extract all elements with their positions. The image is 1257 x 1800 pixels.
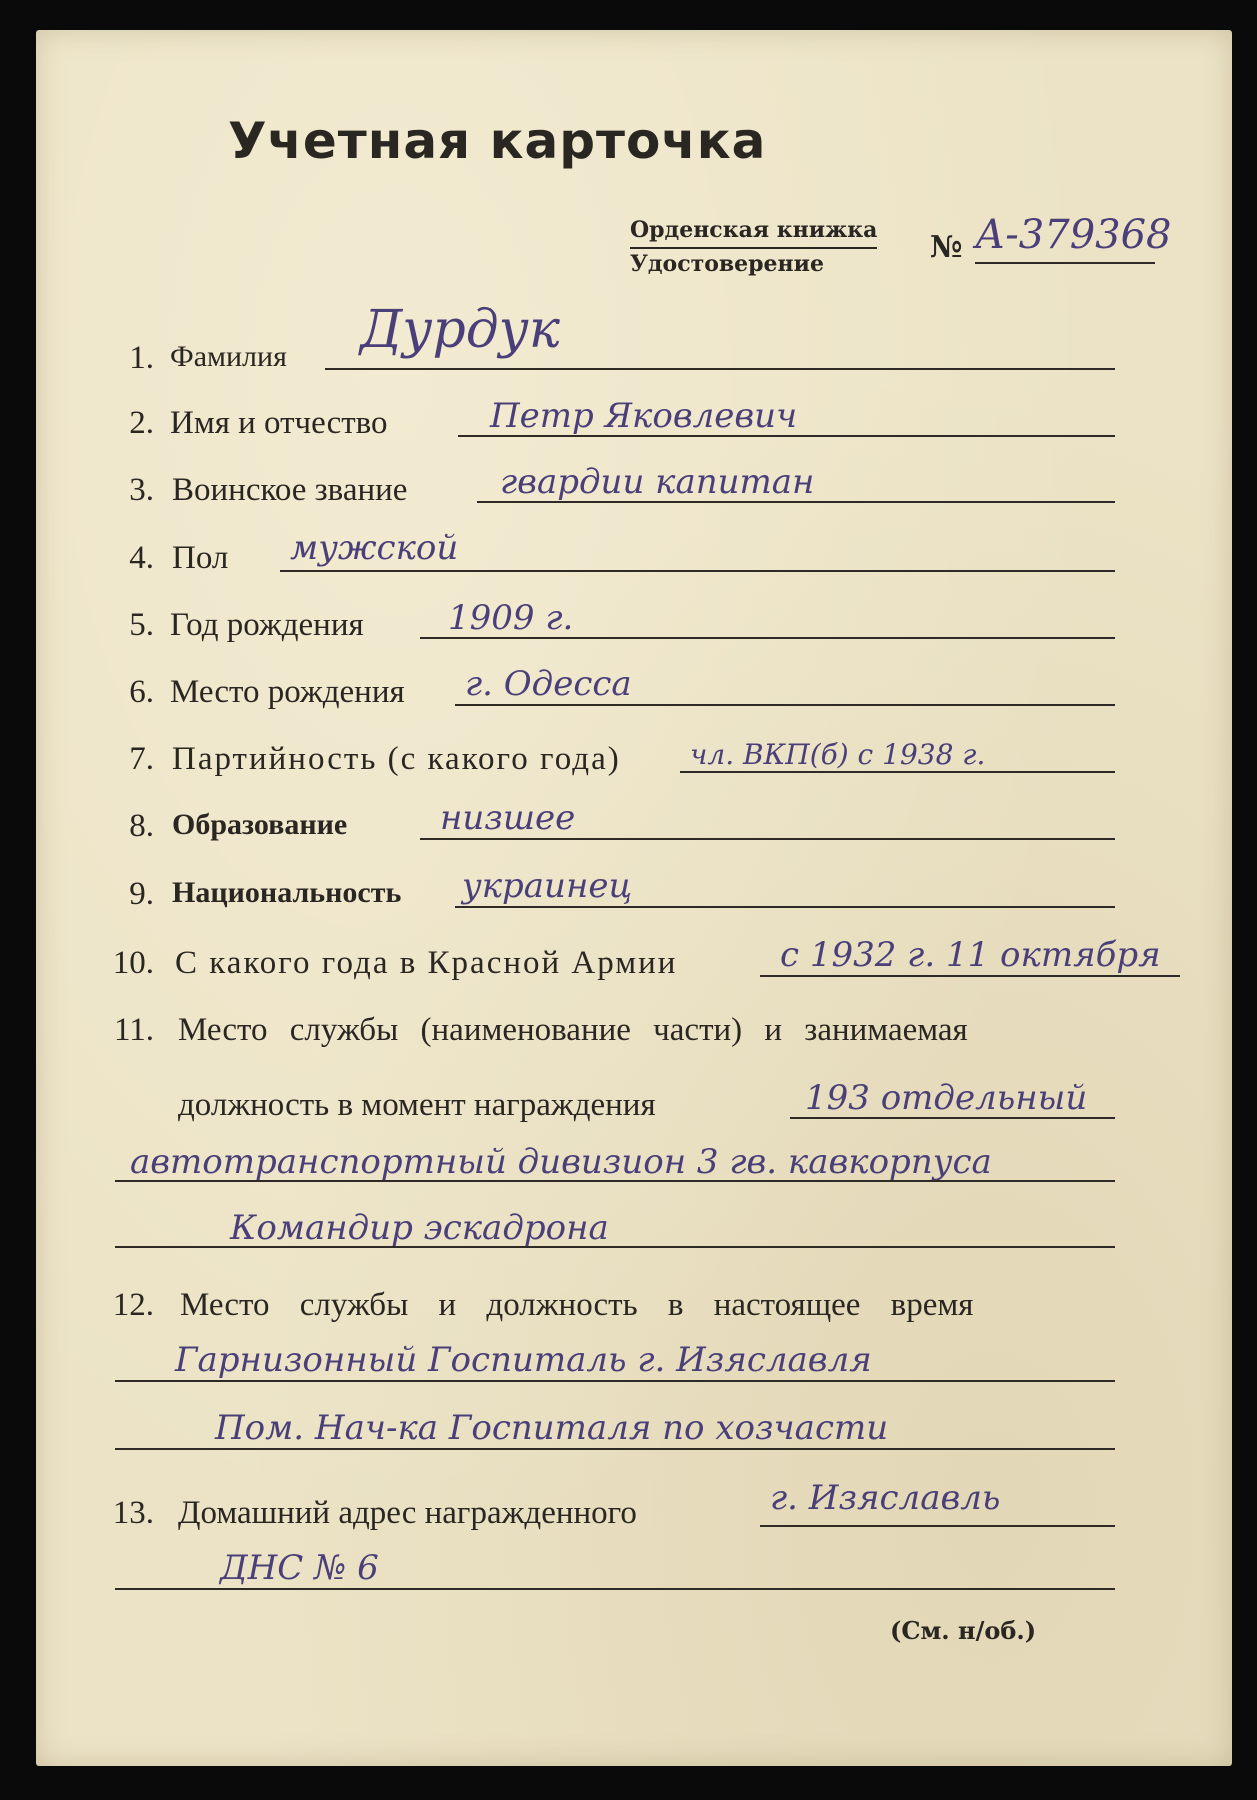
field-11-label-line2: должность в момент награждения bbox=[178, 1087, 656, 1123]
field-1-value: Дурдук bbox=[360, 300, 560, 360]
field-5-number: 5. bbox=[129, 607, 154, 643]
field-1-label: Фамилия bbox=[170, 340, 287, 373]
doc-number-line bbox=[975, 262, 1155, 264]
field-11-line-2 bbox=[115, 1180, 1115, 1182]
card-title: Учетная карточка bbox=[228, 112, 767, 170]
field-5-value: 1909 г. bbox=[448, 598, 574, 638]
field-11-value-line3: Командир эскадрона bbox=[230, 1208, 609, 1248]
field-10-label: С какого года в Красной Армии bbox=[175, 945, 678, 981]
field-8-line bbox=[420, 838, 1115, 840]
document-type-box bbox=[630, 215, 877, 279]
field-1-number: 1. bbox=[129, 340, 154, 376]
field-8-number: 8. bbox=[129, 808, 154, 844]
field-6-label: Место рождения bbox=[170, 674, 405, 710]
field-2-value: Петр Яковлевич bbox=[490, 396, 798, 436]
field-4-number: 4. bbox=[129, 540, 154, 576]
field-11-line-1 bbox=[790, 1117, 1115, 1119]
field-11-number: 11. bbox=[113, 1012, 154, 1048]
field-1-line bbox=[325, 368, 1115, 370]
field-3-value: гвардии капитан bbox=[500, 462, 815, 502]
doc-number-value: А-379368 bbox=[975, 212, 1172, 258]
field-6-value: г. Одесса bbox=[465, 664, 632, 704]
field-7-line bbox=[680, 771, 1115, 773]
field-9-line bbox=[455, 906, 1115, 908]
field-12-line-1 bbox=[115, 1380, 1115, 1382]
field-9-label: Национальность bbox=[172, 876, 402, 909]
field-7-value: чл. ВКП(б) с 1938 г. bbox=[690, 738, 986, 771]
field-10-line bbox=[760, 975, 1180, 977]
field-13-label: Домашний адрес награжденного bbox=[178, 1495, 637, 1531]
field-3-line bbox=[477, 501, 1115, 503]
field-2-number: 2. bbox=[129, 405, 154, 441]
field-6-number: 6. bbox=[129, 674, 154, 710]
field-11-label: Место службы (наименование части) и занимаемая bbox=[178, 1012, 968, 1048]
field-4-line bbox=[280, 570, 1115, 572]
field-4-label: Пол bbox=[172, 540, 229, 576]
field-7-number: 7. bbox=[129, 741, 154, 777]
field-13-line-1 bbox=[760, 1525, 1115, 1527]
field-7-label: Партийность (с какого года) bbox=[172, 741, 621, 777]
field-5-line bbox=[420, 637, 1115, 639]
field-8-label: Образование bbox=[172, 808, 348, 841]
field-6-line bbox=[455, 704, 1115, 706]
field-3-label: Воинское звание bbox=[172, 472, 408, 508]
field-12-label: Место службы и должность в настоящее время bbox=[180, 1287, 974, 1323]
field-12-number: 12. bbox=[112, 1287, 154, 1323]
field-12-value-line2: Пом. Нач-ка Госпиталя по хозчасти bbox=[215, 1408, 889, 1448]
field-13-value-line2: ДНС № 6 bbox=[220, 1548, 379, 1588]
field-12-line-2 bbox=[115, 1448, 1115, 1450]
field-10-value: с 1932 г. 11 октября bbox=[780, 935, 1161, 975]
doc-type-certificate: Удостоверение bbox=[630, 251, 824, 277]
field-13-value: г. Изяславль bbox=[770, 1478, 1001, 1518]
field-9-value: украинец bbox=[462, 866, 633, 906]
field-13-number: 13. bbox=[112, 1495, 154, 1531]
see-reverse-note: (См. н/об.) bbox=[890, 1616, 1037, 1645]
field-3-number: 3. bbox=[129, 472, 154, 508]
field-12-value: Гарнизонный Госпиталь г. Изяславля bbox=[175, 1340, 872, 1380]
field-11-value-line2: автотранспортный дивизион 3 гв. кавкорпуса bbox=[130, 1142, 992, 1182]
doc-number-label: № bbox=[930, 230, 963, 265]
doc-type-order-book: Орденская книжка bbox=[630, 215, 877, 249]
field-2-line bbox=[458, 435, 1115, 437]
field-10-number: 10. bbox=[112, 945, 154, 981]
field-9-number: 9. bbox=[129, 876, 154, 912]
field-4-value: мужской bbox=[290, 528, 459, 568]
field-11-value: 193 отдельный bbox=[805, 1078, 1088, 1118]
field-2-label: Имя и отчество bbox=[170, 405, 388, 441]
field-8-value: низшее bbox=[440, 798, 576, 838]
field-11-line-3 bbox=[115, 1246, 1115, 1248]
field-5-label: Год рождения bbox=[170, 607, 364, 643]
field-13-line-2 bbox=[115, 1588, 1115, 1590]
